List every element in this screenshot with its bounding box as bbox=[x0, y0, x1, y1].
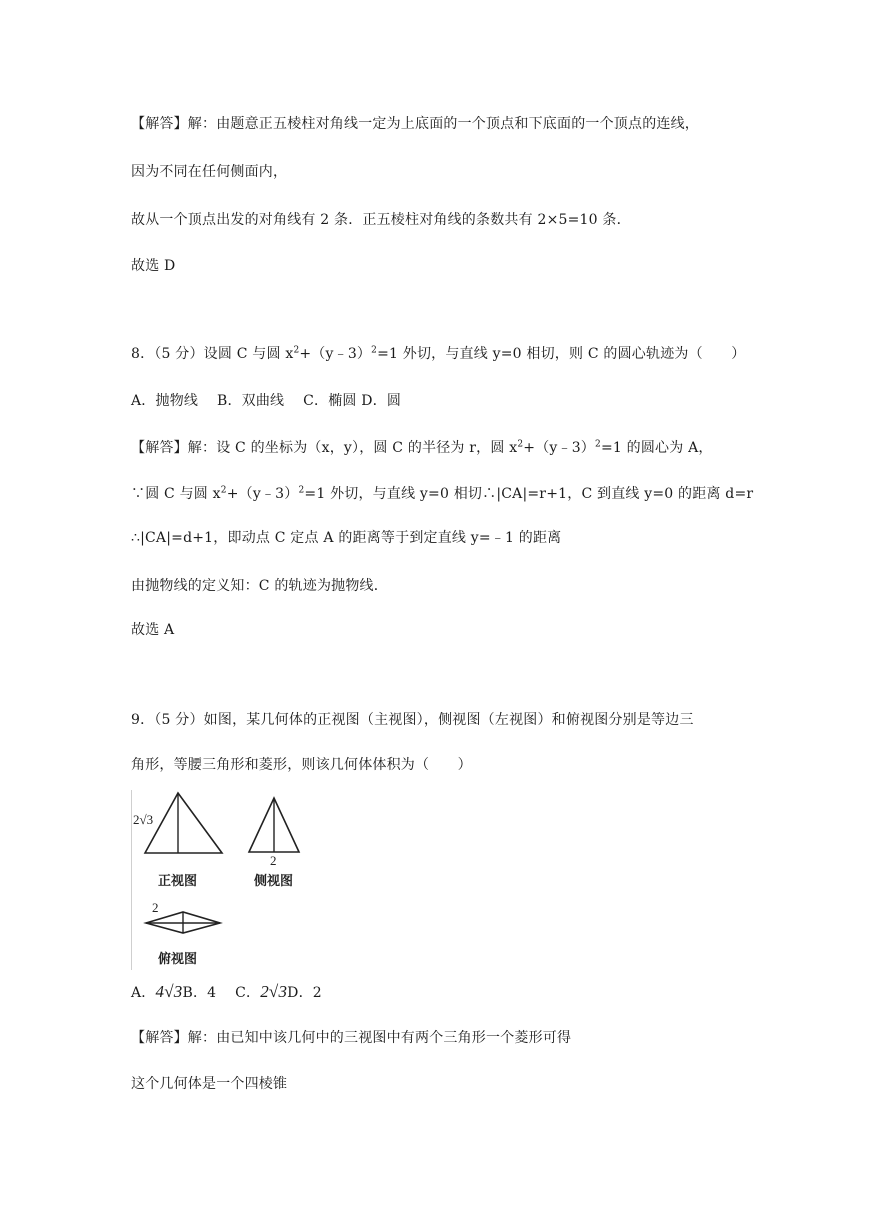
q9-option-a-value: 4√3 bbox=[155, 982, 183, 1001]
solution7-line3: 故从一个顶点出发的对角线有 2 条．正五棱柱对角线的条数共有 2×5=10 条． bbox=[131, 212, 631, 228]
front-view-triangle bbox=[145, 793, 222, 853]
q8-stem-exponent1: 2 bbox=[293, 345, 300, 356]
q8-sol1-part1: 【解答】解：设 C 的坐标为（x，y），圆 C 的半径为 r，圆 x bbox=[131, 440, 518, 456]
question9-options bbox=[131, 982, 322, 1003]
q8-sol2-exponent1: 2 bbox=[220, 485, 227, 496]
q8-sol2-part1: ∵圆 C 与圆 x bbox=[131, 486, 221, 502]
question9-stem-line1: 9．（5 分）如图，某几何体的正视图（主视图），侧视图（左视图）和俯视图分别是等边三 bbox=[131, 712, 694, 728]
q8-sol1-exponent2: 2 bbox=[595, 439, 601, 450]
q9-option-a-prefix: A． bbox=[131, 985, 156, 1001]
q8-solution-line1 bbox=[131, 438, 713, 458]
q8-solution-answer: 故选 A bbox=[131, 622, 175, 638]
q8-solution-line3: ∴|CA|=d+1，即动点 C 定点 A 的距离等于到定直线 y=﹣1 的距离 bbox=[131, 530, 562, 546]
solution7-line1: 【解答】解：由题意正五棱柱对角线一定为上底面的一个顶点和下底面的一个顶点的连线， bbox=[131, 116, 699, 132]
question8-options: A．抛物线 B．双曲线 C．椭圆 D．圆 bbox=[131, 393, 402, 409]
side-view-dimension: 2 bbox=[270, 853, 277, 868]
q9-solution-line2: 这个几何体是一个四棱锥 bbox=[131, 1076, 288, 1092]
question9-stem-line2: 角形，等腰三角形和菱形，则该几何体体积为（ ） bbox=[131, 757, 472, 773]
q9-option-b: B．4 C． bbox=[182, 985, 261, 1001]
q8-solution-line2 bbox=[131, 484, 753, 504]
q8-sol2-exponent2: 2 bbox=[298, 485, 305, 496]
q8-sol2-part3: =1 外切，与直线 y=0 相切∴|CA|=r+1，C 到直线 y=0 的距离 d=r bbox=[304, 486, 754, 502]
solution7-line2: 因为不同在任何侧面内， bbox=[131, 164, 288, 180]
q8-sol1-part2: +（y﹣3） bbox=[523, 440, 596, 456]
q8-sol2-part2: +（y﹣3） bbox=[226, 486, 299, 502]
top-view-label: 俯视图 bbox=[158, 952, 198, 967]
top-view-dimension: 2 bbox=[152, 900, 159, 915]
q8-stem-part2: +（y﹣3） bbox=[299, 346, 372, 362]
q8-stem-part3: =1 外切，与直线 y=0 相切，则 C 的圆心轨迹为（ ） bbox=[377, 346, 746, 362]
q8-stem-part1: 8．（5 分）设圆 C 与圆 x bbox=[131, 346, 294, 362]
question8-stem bbox=[131, 344, 745, 364]
q9-solution-line1: 【解答】解：由已知中该几何中的三视图中有两个三角形一个菱形可得 bbox=[131, 1030, 572, 1046]
q8-sol1-exponent1: 2 bbox=[517, 439, 524, 450]
side-view-label: 侧视图 bbox=[254, 874, 294, 889]
front-view-dimension: 2√3 bbox=[133, 812, 154, 827]
q8-sol1-part3: =1 的圆心为 A， bbox=[600, 440, 713, 456]
three-view-figure bbox=[131, 790, 302, 970]
q9-option-c-value: 2√3 bbox=[260, 982, 288, 1001]
q9-option-d: D．2 bbox=[287, 985, 322, 1001]
solution7-answer: 故选 D bbox=[131, 258, 176, 274]
q8-stem-exponent2: 2 bbox=[371, 345, 378, 356]
q8-solution-line4: 由抛物线的定义知：C 的轨迹为抛物线． bbox=[131, 578, 388, 594]
front-view-label: 正视图 bbox=[158, 874, 198, 889]
